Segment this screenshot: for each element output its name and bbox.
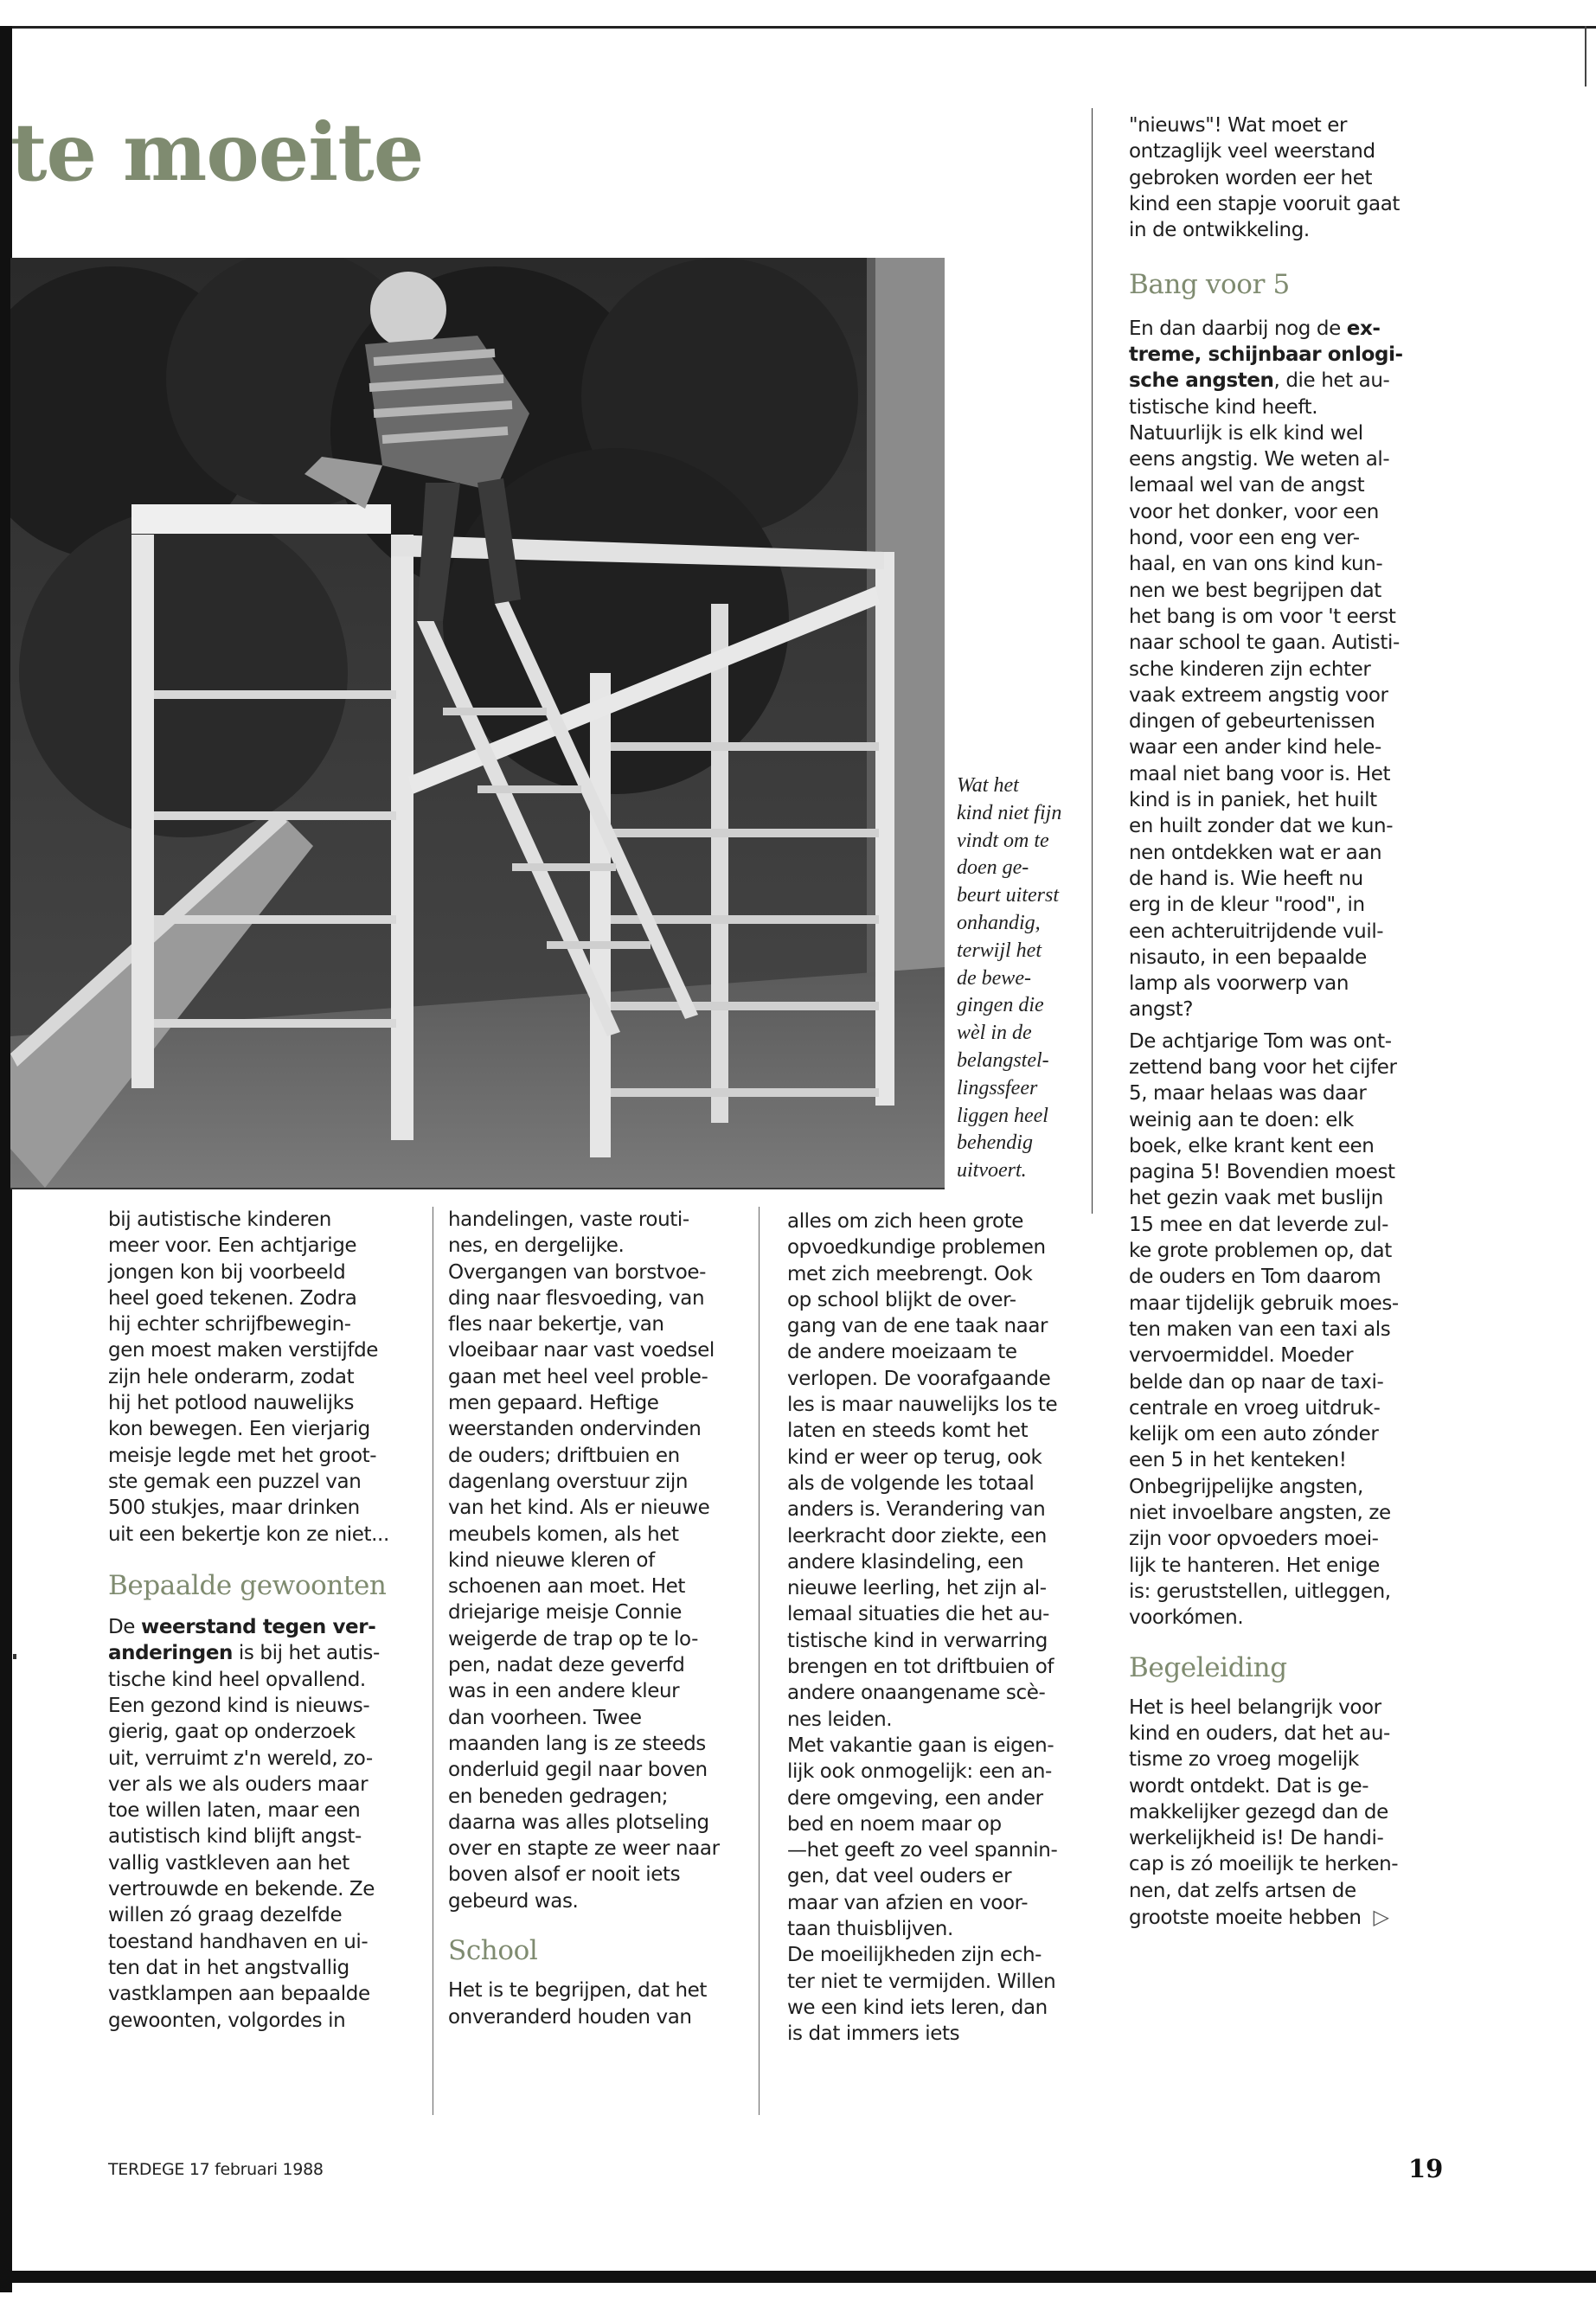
col4-p2-emphasis: ex- treme, schijnbaar onlogi- sche angsten bbox=[1129, 317, 1403, 393]
col1-p2-lead: De bbox=[108, 1616, 141, 1639]
column-2 bbox=[448, 1207, 751, 2030]
col3-paragraph-3: De moeilijkheden zijn ech- ter niet te vermijden. Willen we een kind iets leren, dan is dat immers iets bbox=[787, 1944, 1056, 2046]
photo-caption: Wat het kind niet fijn vindt om te doen ge- beurt uiterst onhandig, terwijl het de bewe- gingen die wèl in de belangstel- lingssfeer liggen heel behendig uitvoert. bbox=[957, 774, 1062, 1183]
continue-arrow-icon: ▷ bbox=[1373, 1905, 1389, 1930]
col4-paragraph-4 bbox=[1129, 1695, 1449, 1932]
column-1 bbox=[108, 1207, 424, 2034]
col4-paragraph-2 bbox=[1129, 316, 1449, 1023]
col2-paragraph-2: Het is te begrijpen, dat het onveranderd houden van bbox=[448, 1979, 708, 2029]
col2-paragraph-1: handelingen, vaste routi- nes, en dergelijke. Overgangen van borstvoe- ding naar flesvoeding, van fles naar bekertje, van vloeibaar naar vast voedsel gaan met heel veel proble- men gepaard. Heftige weerstanden ondervinden de ouders; driftbuien en dagenlang overstuur zijn van het kind. Als er nieuwe meubels komen, als het kind nieuwe kleren of schoenen aan moet. Het driejarige meisje Connie weigerde de trap op te lo- pen, nadat deze geverfd was in een andere kleur dan voorheen. Twee maanden lang is ze steeds onderluid gegil naar boven en beneden gedragen; daarna was alles plotseling over en stapte ze weer naar boven alsof er nooit iets gebeurd was. bbox=[448, 1208, 720, 1913]
col4-paragraph-1: "nieuws"! Wat moet er ontzaglijk veel weerstand gebroken worden eer het kind een stapje vooruit gaat in de ontwikkeling. bbox=[1129, 114, 1401, 242]
subhead-bang-voor-5: Bang voor 5 bbox=[1129, 269, 1290, 301]
margin-mark bbox=[13, 1654, 16, 1659]
frame-line-right bbox=[1092, 108, 1093, 1214]
photo-illustration bbox=[10, 258, 945, 1188]
col1-p2-rest: is bij het autis- tische kind heel opvallend. Een gezond kind is nieuws- gierig, gaat op onderzoek uit, verruimt z'n wereld, zo- ver als we als ouders maar toe willen laten, maar een autistisch kind blijft angst- vallig vastkleven aan het vertrouwde en bekende. Ze willen zó graag dezelfde toestand handhaven en ui- ten dat in het angstvallig vastklampen aan bepaalde gewoonten, volgordes in bbox=[108, 1642, 380, 2032]
scan-edge-bottom bbox=[0, 2271, 1596, 2283]
climbing-frame-photo bbox=[10, 258, 945, 1188]
col4-paragraph-3: De achtjarige Tom was ont- zettend bang voor het cijfer 5, maar helaas was daar weinig aan te doen: elk boek, elke krant kent een pagina 5! Bovendien moest het gezin vaak met buslijn 15 mee en dat leverde zul- ke grote problemen op, dat de ouders en Tom daarom maar tijdelijk gebruik moes- ten maken van een taxi als vervoermiddel. Moeder belde dan op naar de taxi- centrale en vroeg uitdruk- kelijk om een auto zónder een 5 in het kenteken! Onbegrijpelijke angsten, niet invoelbare angsten, ze zijn voor opvoeders moei- lijk te hanteren. Het enige is: geruststellen, uitleggen, voorkómen. bbox=[1129, 1029, 1399, 1630]
column-3 bbox=[787, 1208, 1099, 2048]
photo-bottom-edge bbox=[10, 1188, 945, 1189]
col4-p4-text: Het is heel belangrijk voor kind en ouders, dat het au- tisme zo vroeg mogelijk wordt ontdekt. Dat is ge- makkelijker gezegd dan de werkelijkheid is! De handi- cap is zó moeilijk te herken- nen, dat zelfs artsen de grootste moeite hebben bbox=[1129, 1695, 1399, 1930]
column-4 bbox=[1129, 112, 1449, 1931]
footer-publication: TERDEGE 17 februari 1988 bbox=[108, 2160, 324, 2179]
subhead-school: School bbox=[448, 1935, 538, 1967]
scan-edge-right bbox=[1585, 26, 1586, 87]
column-rule-2 bbox=[759, 1207, 760, 2115]
col1-paragraph-2 bbox=[108, 1614, 424, 2034]
scan-edge-top bbox=[0, 26, 1596, 29]
col3-paragraph-1: alles om zich heen grote opvoedkundige problemen met zich meebrengt. Ook op school blijkt de over- gang van de ene taak naar de andere moeizaam te verlopen. De voorafgaande les is maar nauwelijks los te laten en steeds komt het kind er weer op terug, ook als de volgende les totaal anders is. Verandering van leerkracht door ziekte, een andere klasindeling, een nieuwe leerling, het zijn al- lemaal situaties die het au- tistische kind in verwarring brengen en tot driftbuien of andere onaangename scè- nes leiden. bbox=[787, 1210, 1058, 1731]
subhead-bepaalde-gewoonten: Bepaalde gewoonten bbox=[108, 1569, 387, 1601]
page-number: 19 bbox=[1408, 2154, 1444, 2183]
col1-p2-emphasis: weerstand tegen ver- anderingen bbox=[108, 1616, 376, 1665]
headline: te moeite bbox=[10, 106, 424, 199]
col4-p2-lead: En dan daarbij nog de bbox=[1129, 317, 1347, 340]
col1-paragraph-1: bij autistische kinderen meer voor. Een achtjarige jongen kon bij voorbeeld heel goed tekenen. Zodra hij echter schrijfbewegin- gen moest maken verstijfde zijn hele onderarm, zodat hij het potlood nauwelijks kon bewegen. Een vierjarig meisje legde met het groot- ste gemak een puzzel van 500 stukjes, maar drinken uit een bekertje kon ze niet... bbox=[108, 1208, 389, 1546]
col3-paragraph-2: Met vakantie gaan is eigen- lijk ook onmogelijk: een an- dere omgeving, een ander bed en noem maar op —het geeft zo veel spannin- gen, dat veel ouders er maar van afzien en voor- taan thuisblijven. bbox=[787, 1734, 1058, 1941]
col4-p2-rest: , die het au- tistische kind heeft. Natuurlijk is elk kind wel eens angstig. We weten al- lemaal wel van de angst voor het donker, voor een hond, voor een eng ver- haal, en van ons kind kun- nen we best begrijpen dat het bang is om voor 't eerst naar school te gaan. Autisti- sche kinderen zijn echter vaak extreem angstig voor dingen of gebeurtenissen waar een ander kind hele- maal niet bang voor is. Het kind is in paniek, het huilt en huilt zonder dat we kun- nen ontdekken wat er aan de hand is. Wie heeft nu erg in de kleur "rood", in een achteruitrijdende vuil- nisauto, in een bepaalde lamp als voorwerp van angst? bbox=[1129, 369, 1400, 1022]
subhead-begeleiding: Begeleiding bbox=[1129, 1651, 1287, 1683]
